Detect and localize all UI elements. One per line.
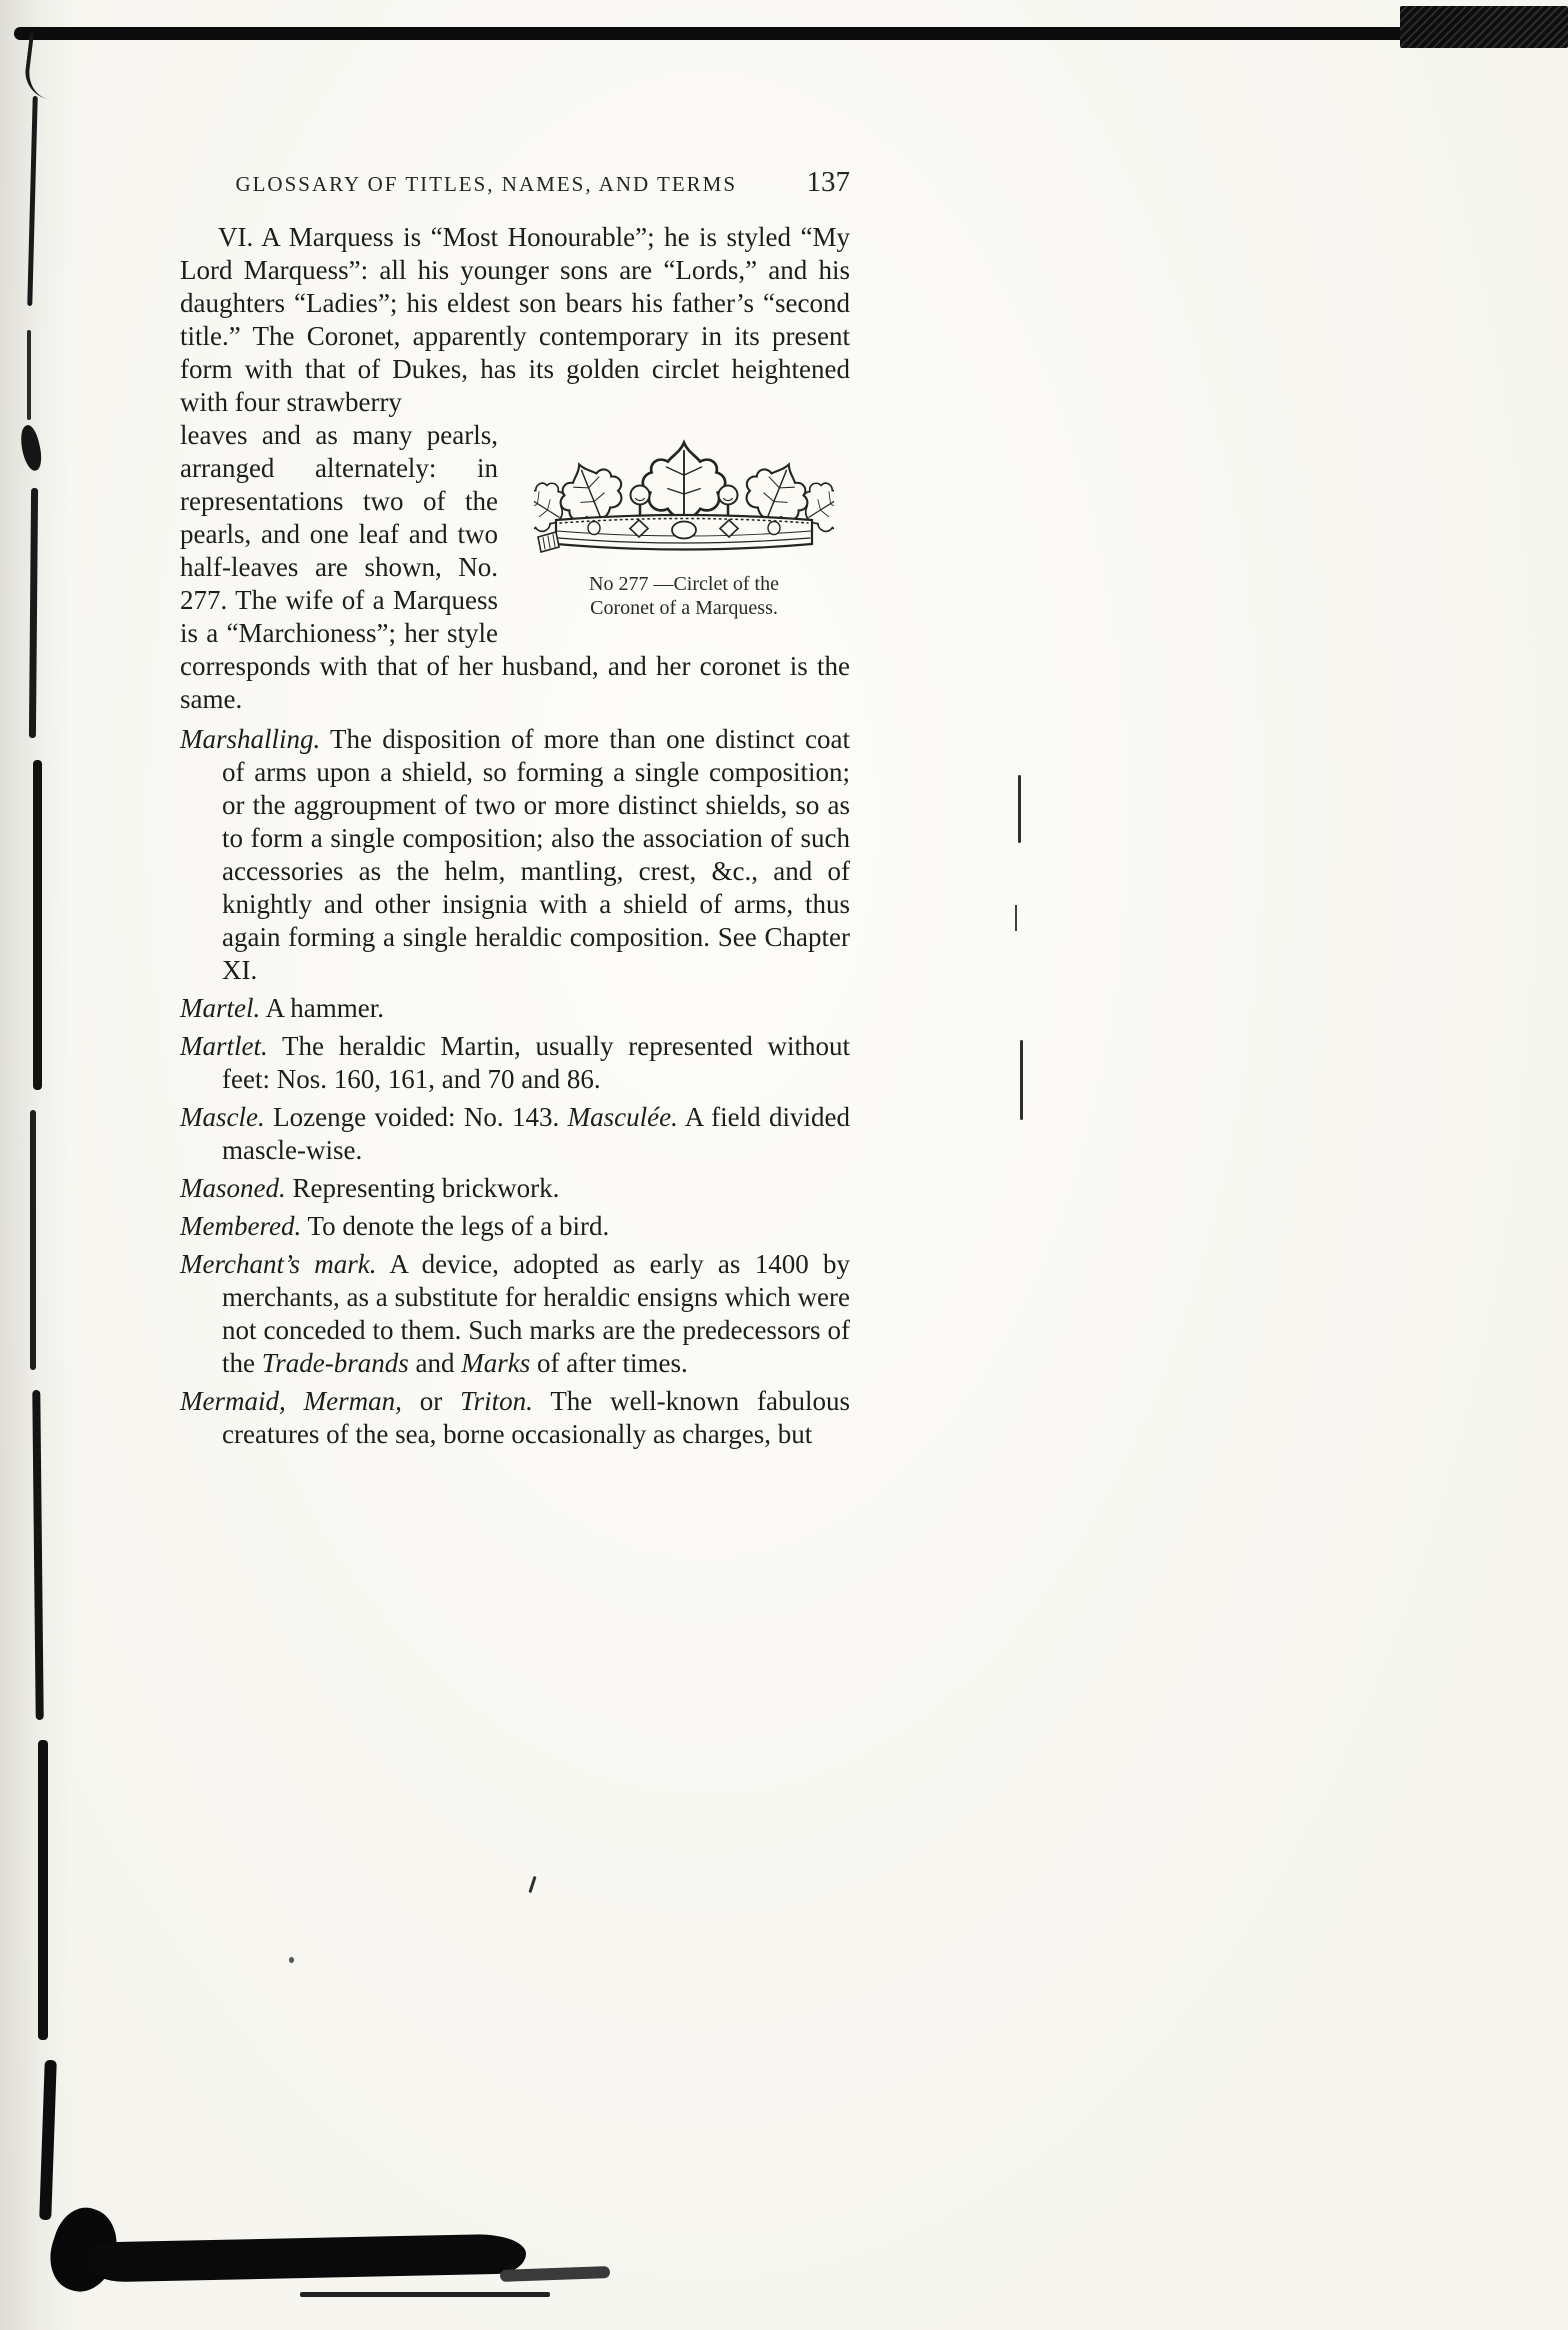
scan-artifact-top-right-corner <box>1400 6 1568 48</box>
scan-artifact-left-strip <box>27 330 31 420</box>
coronet-pearl-right <box>719 486 738 520</box>
running-head: GLOSSARY OF TITLES, NAMES, AND TERMS <box>235 172 738 196</box>
glossary-entry-marshalling <box>180 723 850 987</box>
entry-term: Mascle. <box>180 1102 265 1132</box>
page-header <box>180 166 850 199</box>
entry-term: Membered. <box>180 1211 302 1241</box>
entry-text: A field divided mascle-wise. <box>222 1102 850 1165</box>
scan-artifact-bottom-smear-tail <box>500 2266 610 2282</box>
entry-term: Triton. <box>460 1386 533 1416</box>
entry-term: Trade-brands <box>261 1348 409 1378</box>
glossary-entries <box>180 723 850 1451</box>
scan-artifact-right-tick <box>1020 1040 1023 1120</box>
coronet-jewel-oval <box>672 522 696 539</box>
scan-artifact-speck <box>289 1957 294 1963</box>
scan-artifact-right-tick <box>1015 905 1017 931</box>
scan-artifact-bottom-underline <box>300 2292 550 2297</box>
entry-term: Masoned. <box>180 1173 286 1203</box>
entry-term: Mermaid, <box>180 1386 286 1416</box>
entry-text: A hammer. <box>260 993 384 1023</box>
figure-caption-line: No 277 —Circlet of the <box>589 573 779 595</box>
entry-term: Martlet. <box>180 1031 268 1061</box>
body-text <box>180 221 850 1451</box>
coronet-leaf-center <box>643 443 725 519</box>
scan-artifact-caret-mark <box>528 1876 536 1893</box>
entry-term: Merchant’s mark. <box>180 1249 377 1279</box>
glossary-entry-masoned <box>180 1172 850 1205</box>
scan-artifact-bottom-smear <box>86 2233 527 2282</box>
figure-caption-line: Coronet of a Marquess. <box>590 597 778 619</box>
coronet-pearl-left <box>631 486 650 520</box>
page-number: 137 <box>806 166 850 198</box>
glossary-entry-martel <box>180 992 850 1025</box>
scan-artifact-left-strip <box>38 1740 48 2040</box>
entry-text: The well-known fabulous creatures of the sea, borne occasionally as charges, but <box>222 1386 851 1449</box>
coronet-base-hatch <box>538 532 559 552</box>
entry-text: Lozenge voided: No. 143. <box>264 1102 568 1132</box>
entry-text: Representing brickwork. <box>285 1173 560 1203</box>
entry-text: The disposition of more than one distinct coat of arms upon a shield, so forming a single composition; or the aggroupment of two or more distinct shields, so as to form a single composition; also the association of such accessories as the helm, mantling, crest, &c., and of knightly and other insignia with a shield of arms, thus again forming a single heraldic composition. See Chapter XI. <box>222 724 850 985</box>
entry-term: Marshalling. <box>180 724 321 754</box>
entry-text <box>286 1386 304 1416</box>
coronet-figure <box>518 425 850 620</box>
entry-term: Martel. <box>180 993 261 1023</box>
entry-text: of after times. <box>530 1348 688 1378</box>
entry-text: A device, adopted as early as 1400 by merchants, as a substitute for heraldic ensigns which were not conceded to them. Such marks are the predecessors of the <box>222 1249 850 1378</box>
scan-artifact-right-tick <box>1018 775 1021 843</box>
coronet-illustration <box>534 425 834 570</box>
paragraph-marquess-part1: VI. A Marquess is “Most Honourable”; he is styled “My Lord Marquess”: all his younger sons are “Lords,” and his daughters “Ladies”; his eldest son bears his father’s “second title.” The Coronet, apparently contemporary in its present form with that of Dukes, has its golden circlet heightened with four strawberry <box>180 222 850 417</box>
entry-text: The heraldic Martin, usually represented without feet: Nos. 160, 161, and 70 and 86. <box>222 1031 850 1094</box>
entry-text: To denote the legs of a bird. <box>301 1211 610 1241</box>
glossary-entry-merchants-mark <box>180 1248 850 1380</box>
entry-term: Merman, <box>303 1386 402 1416</box>
entry-term: Masculée. <box>567 1102 678 1132</box>
paragraph-marquess-part2 <box>180 419 850 716</box>
scan-artifact-left-strip <box>33 760 42 1090</box>
glossary-entry-martlet <box>180 1030 850 1096</box>
paragraph-marquess-part2-text: leaves and as many pearls, arranged alternately: in representations two of the pearls, and one leaf and two half-leaves are shown, No. 277. The wife of a Marquess is a “Marchioness”; her style corresponds with that of her husband, and her coronet is the same. <box>180 420 850 714</box>
glossary-entry-mascle <box>180 1101 850 1167</box>
glossary-entry-membered <box>180 1210 850 1243</box>
scan-artifact-left-strip <box>30 1110 36 1370</box>
entry-text: or <box>401 1386 461 1416</box>
entry-text: and <box>408 1348 462 1378</box>
glossary-entry-mermaid <box>180 1385 850 1451</box>
scan-artifact-top-bar <box>14 27 1568 40</box>
page-content <box>180 166 850 1451</box>
figure-caption <box>518 572 850 620</box>
entry-term: Marks <box>461 1348 531 1378</box>
